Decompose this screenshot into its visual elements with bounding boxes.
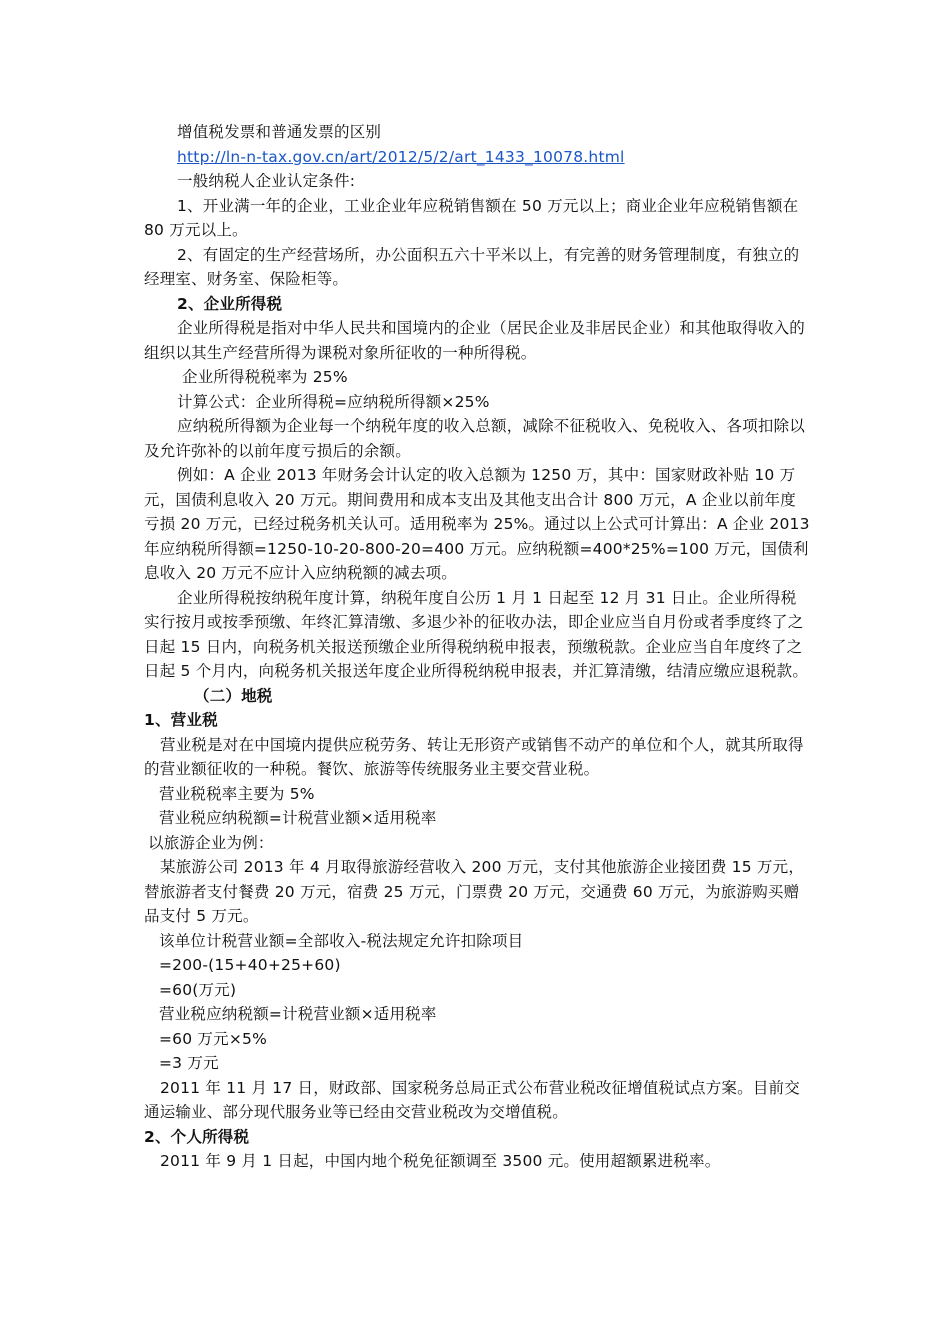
reference-link[interactable]: http://ln-n-tax.gov.cn/art/2012/5/2/art_1433_10078.html <box>177 147 625 166</box>
document-page <box>144 120 810 1174</box>
heading-personal-income-tax: 2、个人所得税 <box>144 1127 250 1146</box>
paragraph-taxpayer-conditions: 一般纳税人企业认定条件: <box>177 172 356 190</box>
heading-business-tax: 1、营业税 <box>144 711 218 729</box>
calc-line-1: 该单位计税营业额=全部收入-税法规定允许扣除项目 <box>159 931 524 950</box>
paragraph-cit-filing: 企业所得税按纳税年度计算，纳税年度自公历 1 月 1 日起至 12 月 31 日止。企业所得税实行按月或按季预缴、年终汇算清缴、多退少补的征收办法，即企业应当自月份或者季度终了之日起 15 日内，向税务机关报送预缴企业所得税纳税申报表，预缴税款。企业应当自年度终了之日起 5 个月内，向税务机关报送年度企业所得税纳税申报表，并汇算清缴，结清应缴应退税款。 <box>144 588 809 680</box>
paragraph-taxable-income: 应纳税所得额为企业每一个纳税年度的收入总额，减除不征税收入、免税收入、各项扣除以及允许弥补的以前年度亏损后的余额。 <box>144 417 806 460</box>
paragraph-bt-rate: 营业税税率主要为 5% <box>159 784 315 803</box>
paragraph-bt-definition: 营业税是对在中国境内提供应税劳务、转让无形资产或销售不动产的单位和个人，就其所取得的营业额征收的一种税。餐饮、旅游等传统服务业主要交营业税。 <box>144 735 804 778</box>
paragraph-cit-example: 例如：A 企业 2013 年财务会计认定的收入总额为 1250 万，其中：国家财政补贴 10 万元，国债利息收入 20 万元。期间费用和成本支出及其他支出合计 800 万元，A 企业以前年度亏损 20 万元，已经过税务机关认可。适用税率为 25%。通过以上公式可计算出：A 企业 2013 年应纳税所得额=1250-10-20-800-20=400 万元。应纳税额=400*25%=100 万元，国债利息收入 20 万元不应计入应纳税额的减去项。 <box>144 466 810 582</box>
paragraph-bt-formula: 营业税应纳税额=计税营业额×适用税率 <box>159 809 437 827</box>
calc-line-2: =200-(15+40+25+60) <box>159 956 341 974</box>
paragraph-cit-rate: 企业所得税税率为 25% <box>182 368 348 386</box>
calc-line-4: 营业税应纳税额=计税营业额×适用税率 <box>159 1005 437 1023</box>
paragraph-condition-1: 1、开业满一年的企业，工业企业年应税销售额在 50 万元以上；商业企业年应税销售额在 80 万元以上。 <box>144 196 799 239</box>
paragraph-vat-reform: 2011 年 11 月 17 日，财政部、国家税务总局正式公布营业税改征增值税试点方案。目前交通运输业、部分现代服务业等已经由交营业税改为交增值税。 <box>144 1078 800 1121</box>
paragraph-condition-2: 2、有固定的生产经营场所，办公面积五六十平米以上，有完善的财务管理制度，有独立的经理室、财务室、保险柜等。 <box>144 245 800 288</box>
paragraph-travel-example-intro: 以旅游企业为例： <box>148 833 274 852</box>
paragraph-travel-example: 某旅游公司 2013 年 4 月取得旅游经营收入 200 万元，支付其他旅游企业接团费 15 万元，替旅游者支付餐费 20 万元，宿费 25 万元，门票费 20 万元，交通费 60 万元，为旅游购买赠品支付 5 万元。 <box>144 858 805 925</box>
reference-link-line <box>144 145 810 170</box>
paragraph-cit-definition: 企业所得税是指对中华人民共和国境内的企业（居民企业及非居民企业）和其他取得收入的组织以其生产经营所得为课税对象所征收的一种所得税。 <box>144 319 806 362</box>
calc-line-6: =3 万元 <box>159 1054 219 1072</box>
heading-local-tax: （二）地税 <box>194 686 273 705</box>
heading-corporate-income-tax: 2、企业所得税 <box>177 294 283 313</box>
paragraph-invoice-diff: 增值税发票和普通发票的区别 <box>177 123 382 141</box>
paragraph-pit-threshold: 2011 年 9 月 1 日起，中国内地个税免征额调至 3500 元。使用超额累进税率。 <box>160 1152 721 1170</box>
paragraph-cit-formula: 计算公式：企业所得税=应纳税所得额×25% <box>177 392 490 411</box>
calc-line-3: =60(万元) <box>159 980 237 999</box>
calc-line-5: =60 万元×5% <box>159 1029 268 1048</box>
